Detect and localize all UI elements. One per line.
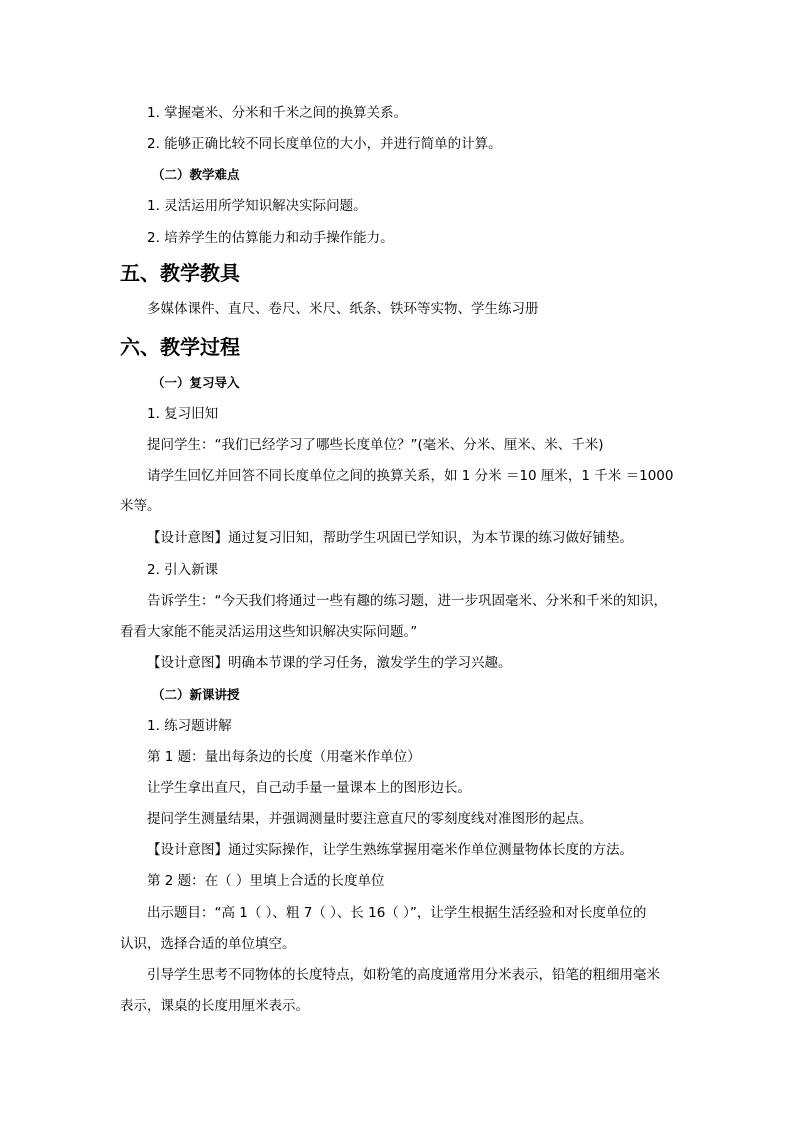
paragraph: 出示题目：“高 1（ ）、粗 7（ ）、长 16（ ）”，让学生根据生活经验和对长度单位的 bbox=[147, 905, 647, 921]
difficulty-2: 2. 培养学生的估算能力和动手操作能力。 bbox=[147, 230, 394, 246]
paragraph: 请学生回忆并回答不同长度单位之间的换算关系，如 1 分米 ＝10 厘米，1 千米 ＝1000 bbox=[147, 468, 674, 484]
section-heading-tools: 五、教学教具 bbox=[120, 261, 240, 285]
subheading-review: （一）复习导入 bbox=[152, 375, 240, 390]
objective-1: 1. 掌握毫米、分米和千米之间的换算关系。 bbox=[147, 105, 408, 121]
difficulty-1: 1. 灵活运用所学知识解决实际问题。 bbox=[147, 198, 367, 214]
paragraph: 告诉学生：“今天我们将通过一些有趣的练习题，进一步巩固毫米、分米和千米的知识， bbox=[147, 593, 667, 609]
paragraph-continuation: 米等。 bbox=[120, 498, 161, 514]
step-exercise-title: 1. 练习题讲解 bbox=[147, 718, 232, 734]
paragraph-continuation: 表示，课桌的长度用厘米表示。 bbox=[120, 998, 309, 1014]
subheading-difficulties: （二）教学难点 bbox=[152, 167, 240, 182]
paragraph-continuation: 看看大家能不能灵活运用这些知识解决实际问题。” bbox=[120, 624, 418, 640]
step-review-title: 1. 复习旧知 bbox=[147, 406, 219, 422]
tools-list: 多媒体课件、直尺、卷尺、米尺、纸条、铁环等实物、学生练习册 bbox=[147, 301, 539, 317]
paragraph: 提问学生：“我们已经学习了哪些长度单位？”(毫米、分米、厘米、米、千米) bbox=[147, 437, 604, 453]
design-intent: 【设计意图】通过实际操作，让学生熟练掌握用毫米作单位测量物体长度的方法。 bbox=[147, 842, 633, 858]
paragraph: 让学生拿出直尺，自己动手量一量课本上的图形边长。 bbox=[147, 780, 471, 796]
objective-2: 2. 能够正确比较不同长度单位的大小，并进行简单的计算。 bbox=[147, 136, 502, 152]
paragraph: 提问学生测量结果，并强调测量时要注意直尺的零刻度线对准图形的起点。 bbox=[147, 811, 593, 827]
subheading-new-lesson: （二）新课讲授 bbox=[152, 687, 240, 702]
paragraph-continuation: 认识，选择合适的单位填空。 bbox=[120, 936, 296, 952]
exercise-1-title: 第 1 题：量出每条边的长度（用毫米作单位） bbox=[147, 749, 421, 765]
design-intent: 【设计意图】明确本节课的学习任务，激发学生的学习兴趣。 bbox=[147, 655, 512, 671]
design-intent: 【设计意图】通过复习旧知，帮助学生巩固已学知识，为本节课的练习做好铺垫。 bbox=[147, 530, 633, 546]
section-heading-process: 六、教学过程 bbox=[120, 335, 240, 359]
paragraph: 引导学生思考不同物体的长度特点，如粉笔的高度通常用分米表示，铅笔的粗细用毫米 bbox=[147, 967, 660, 983]
exercise-2-title: 第 2 题：在（ ）里填上合适的长度单位 bbox=[147, 873, 385, 889]
step-intro-title: 2. 引入新课 bbox=[147, 562, 219, 578]
